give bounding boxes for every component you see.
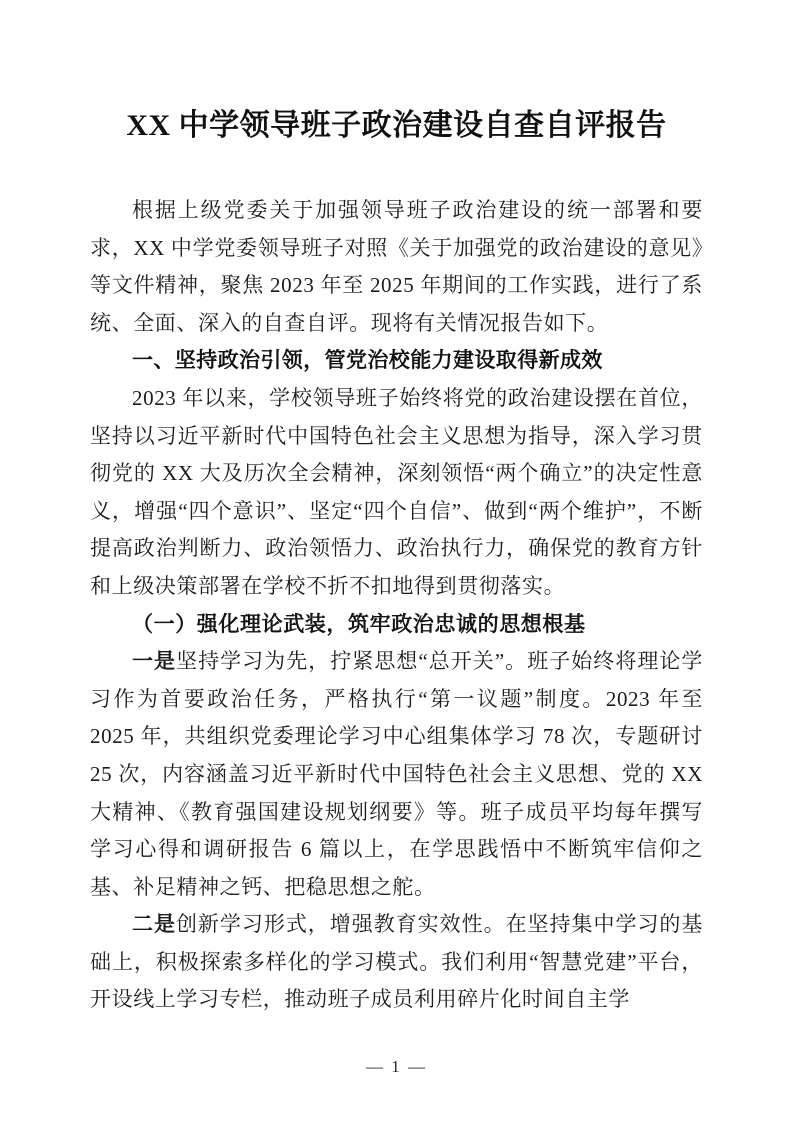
section-heading-1: 一、坚持政治引领，管党治校能力建设取得新成效 bbox=[132, 349, 603, 373]
page-title: XX 中学领导班子政治建设自查自评报告 bbox=[126, 109, 667, 142]
paragraph-point-two bbox=[90, 906, 703, 1019]
document-body bbox=[90, 192, 703, 1019]
paragraph-section1-body: 2023 年以来，学校领导班子始终将党的政治建设摆在首位，坚持以习近平新时代中国特色社会主义思想为指导，深入学习贯彻党的 XX 大及历次全会精神，深刻领悟“两个确立”的决定性意义，增强“四个意识”、坚定“四个自信”、做到“两个维护”，不断提高政治判断力、政治领悟力、政治执行力，确保党的教育方针和上级决策部署在学校不折不扣地得到贯彻落实。 bbox=[90, 385, 703, 598]
point-two-lead: 二是 bbox=[132, 912, 176, 937]
subsection-heading-1-1: （一）强化理论武装，筑牢政治忠诚的思想根基 bbox=[132, 611, 586, 636]
page-number-footer: — 1 — bbox=[366, 1057, 427, 1076]
point-two-text: 创新学习形式，增强教育实效性。在坚持集中学习的基础上，积极探索多样化的学习模式。我们利用“智慧党建”平台，开设线上学习专栏，推动班子成员利用碎片化时间自主学 bbox=[90, 912, 703, 1012]
page-content bbox=[90, 0, 703, 1019]
paragraph-intro: 根据上级党委关于加强领导班子政治建设的统一部署和要求，XX 中学党委领导班子对照《关于加强党的政治建设的意见》等文件精神，聚焦 2023 年至 2025 年期间的工作实践，进行了系统、全面、深入的自查自评。现将有关情况报告如下。 bbox=[90, 198, 703, 335]
paragraph-point-one bbox=[90, 643, 703, 906]
point-one-lead: 一是 bbox=[132, 649, 177, 674]
point-one-text: 坚持学习为先，拧紧思想“总开关”。班子始终将理论学习作为首要政治任务，严格执行“第一议题”制度。2023 年至 2025 年，共组织党委理论学习中心组集体学习 78 次，专题研讨 25 次，内容涵盖习近平新时代中国特色社会主义思想、党的 XX 大精神、《教育强国建设规划纲要》等。班子成员平均每年撰写学习心得和调研报告 6 篇以上，在学思践悟中不断筑牢信仰之基、补足精神之钙、把稳思想之舵。 bbox=[90, 649, 703, 899]
